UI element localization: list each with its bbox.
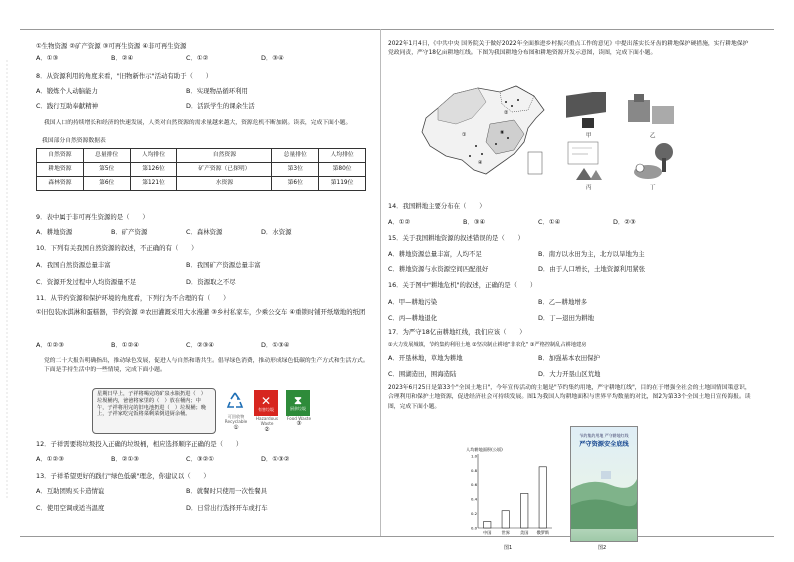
- scene-yi-image: [624, 92, 682, 132]
- option: A．互助团购买卡造情谊: [36, 487, 105, 495]
- q17-options: [388, 354, 688, 378]
- scenario-card: 星期日早上，子祥将喝完的矿泉水瓶扔进（ ）垃圾桶内，爸爸将家里的（ ）放在桶内；中午，子祥将用完的旧电池扔进（ ）垃圾桶；晚上，子祥家吃完饭将菜剩菜倒进厨余桶。: [92, 388, 216, 434]
- table-cell: 人均排位: [130, 149, 177, 163]
- q11-items: ①旧包装冰淇淋和蛋糕器，节约资源 ②农田灌溉采用大水漫灌 ③乡村私家车，少乘公交车 ④重锁时铺开纸墩地的纸团: [36, 308, 366, 316]
- table-title: 我国部分自然资源数据表: [42, 138, 106, 144]
- bin-number: ②: [264, 426, 270, 433]
- option: A．耕地资源: [36, 228, 73, 236]
- poster-caption: 图2: [598, 545, 607, 551]
- q17-stem: 17．为严守18亿亩耕地红线，我们应该（ ）: [388, 328, 526, 336]
- chart-caption: 图1: [504, 545, 513, 551]
- q12-stem: 12．子祥需要将垃圾投入正确的垃圾桶，相应选择顺序正确的是（ ）: [36, 440, 243, 448]
- table-cell: 第6位: [272, 177, 319, 191]
- option: D．③④: [261, 54, 284, 62]
- option: C．①④: [538, 218, 561, 226]
- q8-options: [36, 87, 336, 110]
- hazard-badge: [254, 390, 278, 416]
- option: D．资源取之不尽: [186, 278, 236, 286]
- svg-text:④: ④: [478, 160, 483, 166]
- farmland-map: [416, 84, 558, 190]
- option: C．耕地资源与水资源空间匹配很好: [388, 265, 489, 273]
- option: A．①②③: [36, 455, 64, 463]
- option: D．日常出行选择开车或打车: [186, 504, 268, 512]
- q10-stem: 10．下列有关我国自然资源的叙述，不正确的有（ ）: [36, 244, 198, 252]
- option: B．②④: [111, 54, 134, 62]
- bin-sublabel: Hazardous Waste: [255, 416, 279, 427]
- y-tick-label: 0.2: [470, 511, 477, 516]
- option: A．锻炼个人动脑能力: [36, 87, 98, 95]
- option: C．②③④: [186, 341, 215, 349]
- scene-images: [564, 92, 754, 192]
- scene-jia-image: [564, 92, 616, 132]
- resource-table-wrap: [36, 148, 366, 191]
- option: C．①②: [186, 54, 209, 62]
- table-cell: 总量排位: [272, 149, 319, 163]
- bin-label: 厨余垃圾: [290, 406, 306, 411]
- chart-bar: [539, 467, 546, 528]
- option: A．甲—耕地污染: [388, 298, 438, 306]
- q14-options: [388, 218, 688, 226]
- option: C．③②①: [186, 455, 215, 463]
- table-cell: 第6位: [83, 177, 130, 191]
- q16-stem: 16．关于图中"耕地危机"的叙述，正确的是（ ）: [388, 281, 537, 289]
- farmland-bar-chart: [464, 444, 556, 544]
- option: B．加强基本农田保护: [538, 354, 600, 362]
- table-cell: 水资源: [177, 177, 272, 191]
- q8-stem: 8．从资源利用的角度来看，"旧物新作示"活动有助于（ ）: [36, 72, 213, 80]
- q16-options: [388, 298, 688, 322]
- table-cell: 第121位: [130, 177, 177, 191]
- y-tick-label: 0.4: [470, 496, 477, 502]
- svg-text:①: ①: [462, 132, 467, 138]
- option: B．实现物品循环利用: [186, 87, 248, 95]
- y-tick-label: 0.8: [470, 467, 477, 473]
- option: A．我国自然资源总量丰富: [36, 261, 111, 269]
- bin-sublabel: Food Waste: [286, 416, 312, 421]
- bin-food-waste: [286, 390, 312, 428]
- option: D．丁—退田为耕地: [538, 314, 595, 322]
- intro-paragraph-1: 我国人口的持续增长和经济的快速发展，人类对自然资源的需求量越来越大，资源危机不断加剧。读表，完成下面小题。: [44, 120, 352, 126]
- bin-recyclable: [224, 390, 248, 432]
- column-divider: [380, 29, 381, 536]
- option: B．①②④: [111, 341, 139, 349]
- q7-options: [36, 54, 336, 62]
- option: A．①②: [388, 218, 411, 226]
- option: D．①③②: [261, 455, 290, 463]
- option: C．丙—耕地退化: [388, 314, 438, 322]
- q11-options: [36, 341, 336, 349]
- y-tick-label: 0.0: [470, 525, 477, 531]
- option: C．森林资源: [186, 228, 223, 236]
- option: B．我国矿产资源总量丰富: [186, 261, 261, 269]
- table-cell: 耕地资源: [37, 163, 84, 177]
- bin-label: 可回收物: [227, 414, 245, 419]
- option: B．就餐时只使用一次性餐具: [186, 487, 268, 495]
- table-row: [37, 163, 366, 177]
- recycle-icon: [224, 390, 246, 412]
- table-cell: 第126位: [130, 163, 177, 177]
- q13-options: [36, 487, 336, 512]
- poster-title-small: 节约集约用地 严守耕地红线: [579, 433, 629, 438]
- option: A．开垦林地，草地为耕地: [388, 354, 463, 362]
- option: A．耕地资源总量丰富，人均不足: [388, 250, 482, 258]
- x-tick-label: 美国: [520, 530, 529, 535]
- option: D．②③: [613, 218, 636, 226]
- x-icon: ✕: [260, 393, 272, 408]
- table-cell: 第3位: [272, 163, 319, 177]
- bin-number: ①: [233, 424, 239, 431]
- table-cell: 矿产资源（已探明）: [177, 163, 272, 177]
- table-cell: 自然资源: [177, 149, 272, 163]
- right-intro: 2022年1月4日，《中共中央 国务院关于做好2022年全面推进乡村振兴重点工作的意见》中提出落实长牙齿的耕地保护硬措施，实行耕地保护党政同责，严守18亿亩耕地红线。下图为我国耕地分布图和耕地资源开发示意图，读图，完成下面小题。: [388, 41, 749, 56]
- svg-text:③: ③: [500, 130, 505, 136]
- scene-label: 甲: [586, 133, 592, 139]
- bin-label: 有害垃圾: [258, 406, 274, 412]
- binding-line: [2, 60, 12, 500]
- option: C．使用空调或适当温度: [36, 504, 105, 512]
- option: D．水资源: [261, 228, 292, 236]
- bin-sublabel: Recyclable: [224, 419, 248, 425]
- poster-title: 严守资源安全底线: [579, 441, 629, 448]
- scene-label: 丁: [650, 185, 656, 191]
- table-cell: 总量排位: [83, 149, 130, 163]
- bin-hazardous: [254, 390, 280, 434]
- q12-options: [36, 455, 336, 463]
- scene-ding-image: [624, 138, 682, 184]
- table-cell: 自然资源: [37, 149, 84, 163]
- scene-bing-image: [566, 140, 618, 184]
- option: C．围湖造田，围海造陆: [388, 370, 457, 378]
- chart-ylabel: 人均耕地面积(公顷): [466, 447, 503, 452]
- q11-stem: 11．从节约资源和保护环境的角度看，下列行为不合理的有（ ）: [36, 294, 230, 302]
- table-row: [37, 177, 366, 191]
- table-cell: 第80位: [319, 163, 366, 177]
- option: B．③④: [463, 218, 486, 226]
- y-tick-label: 0.6: [470, 482, 477, 488]
- table-cell: 森林资源: [37, 177, 84, 191]
- bottom-rule: [20, 536, 774, 537]
- option: D．活跃学生的课余生活: [186, 102, 255, 110]
- option: B．②①③: [111, 455, 139, 463]
- q10-options: [36, 261, 336, 286]
- chart-bar: [521, 493, 528, 528]
- hourglass-icon: ⧗: [294, 394, 302, 407]
- scene-label: 乙: [650, 133, 656, 139]
- option: D．①③④: [261, 341, 290, 349]
- option: D．大力开垦山区荒地: [538, 370, 601, 378]
- intro-paragraph-2: 党的二十大报告明确指出，推动绿色发展，促进人与自然和谐共生。倡导绿色消费，推动形成绿色低碳的生产方式和生活方式。下面是手持生活中的一些情境，完成下面小题。: [44, 358, 369, 374]
- option: A．①②③: [36, 341, 64, 349]
- x-tick-label: 世界: [501, 530, 510, 535]
- land-day-poster: [570, 426, 638, 542]
- food-badge: [286, 390, 310, 416]
- option: B．乙—耕地增多: [538, 298, 588, 306]
- q7-items: ①生物资源 ②矿产资源 ③可再生资源 ④非可再生资源: [36, 42, 187, 50]
- q9-stem: 9．表中属于非可再生资源的是（ ）: [36, 213, 149, 221]
- bin-number: ③: [296, 421, 302, 428]
- x-tick-label: 中国: [483, 530, 492, 535]
- option: D．由于人口增长，土地资源利用紧张: [538, 265, 646, 273]
- chart-bar: [502, 511, 509, 528]
- option: B．矿产资源: [111, 228, 148, 236]
- q15-options: [388, 250, 688, 273]
- chart-bar: [484, 522, 491, 528]
- table-cell: 第119位: [319, 177, 366, 191]
- q17-items: ①大力发展城镇，节约集约利用土地 ②坚决制止耕地"非农化" ③严格控制乱占耕地建房: [388, 342, 587, 348]
- top-rule: [20, 29, 774, 30]
- q15-stem: 15．关于我国耕地资源的叙述错误的是（ ）: [388, 234, 524, 242]
- table-cell: 第5位: [83, 163, 130, 177]
- option: A．①③: [36, 54, 59, 62]
- option: B．南方以水田为主，北方以旱地为主: [538, 250, 645, 258]
- q14-stem: 14．我国耕地主要分布在（ ）: [388, 202, 486, 210]
- poster-landscape-image: [571, 449, 637, 529]
- table-row: [37, 149, 366, 163]
- option: C．践行互助奉献精神: [36, 102, 98, 110]
- table-cell: 人均排位: [319, 149, 366, 163]
- y-tick-label: 1.0: [470, 453, 477, 459]
- x-tick-label: 俄罗斯: [536, 530, 550, 535]
- right-intro-2: 2023年6月25日是第33个"全国土地日"，今年宣传活动的主题是"节约集约用地，严守耕地红线"，目的在于增强全社会的土地国情国策意识，合理利用和保护土地资源，促进经济社会可持续发展。图1为我国人均耕地面积与世界平均数量的对比，图2为第33个全国土地日宣传海报。读图，完成下面小题。: [388, 385, 751, 410]
- q13-stem: 13．子祥希望更好的践行"绿色低碳"理念，你建议以（ ）: [36, 472, 210, 480]
- scene-label: 丙: [586, 185, 592, 191]
- q9-options: [36, 228, 336, 236]
- svg-text:②: ②: [504, 110, 509, 116]
- option: C．资源开发过程中人均资源量不足: [36, 278, 137, 286]
- resource-table: [36, 148, 366, 191]
